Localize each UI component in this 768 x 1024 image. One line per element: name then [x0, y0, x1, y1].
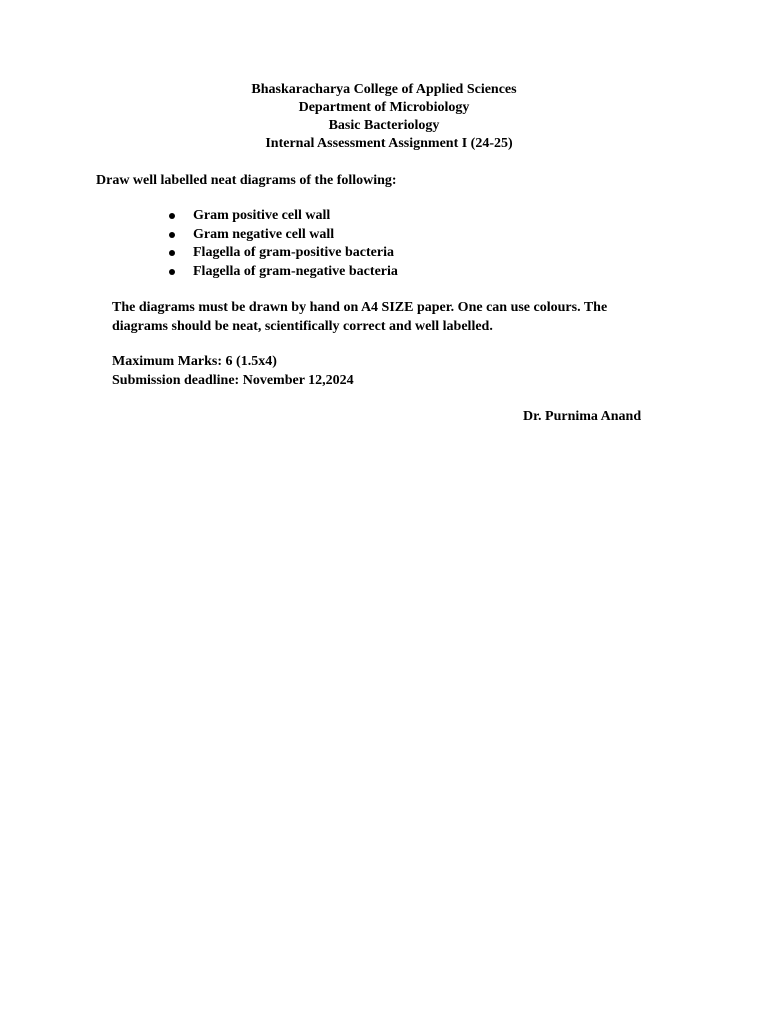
marks-block	[112, 352, 354, 390]
topic-label: Gram negative cell wall	[193, 226, 335, 242]
instruction-text: Draw well labelled neat diagrams of the following:	[96, 173, 397, 188]
maximum-marks: Maximum Marks: 6 (1.5x4)	[112, 354, 277, 369]
list-item	[168, 263, 398, 282]
list-item	[168, 226, 398, 245]
document-header	[0, 81, 768, 153]
list-item	[168, 207, 398, 226]
list-item	[168, 244, 398, 263]
submission-deadline: Submission deadline: November 12,2024	[112, 373, 354, 388]
bullet-icon	[169, 250, 175, 256]
note-line: diagrams should be neat, scientifically correct and well labelled.	[112, 319, 493, 334]
institute-name: Bhaskaracharya College of Applied Sciences	[251, 82, 517, 97]
topic-label: Flagella of gram-negative bacteria	[193, 263, 398, 279]
course-name: Basic Bacteriology	[328, 118, 440, 133]
topic-list	[168, 207, 398, 281]
topic-label: Flagella of gram-positive bacteria	[193, 245, 395, 260]
note-line: The diagrams must be drawn by hand on A4 SIZE paper. One can use colours. The	[112, 300, 608, 315]
submission-note	[112, 298, 672, 336]
bullet-icon	[169, 232, 175, 238]
department-name: Department of Microbiology	[298, 100, 470, 115]
bullet-icon	[169, 269, 175, 275]
bullet-icon	[169, 213, 175, 219]
teacher-signature: Dr. Purnima Anand	[523, 409, 642, 424]
topic-label: Gram positive cell wall	[193, 208, 331, 223]
assignment-title: Internal Assessment Assignment I (24-25)	[265, 136, 513, 151]
